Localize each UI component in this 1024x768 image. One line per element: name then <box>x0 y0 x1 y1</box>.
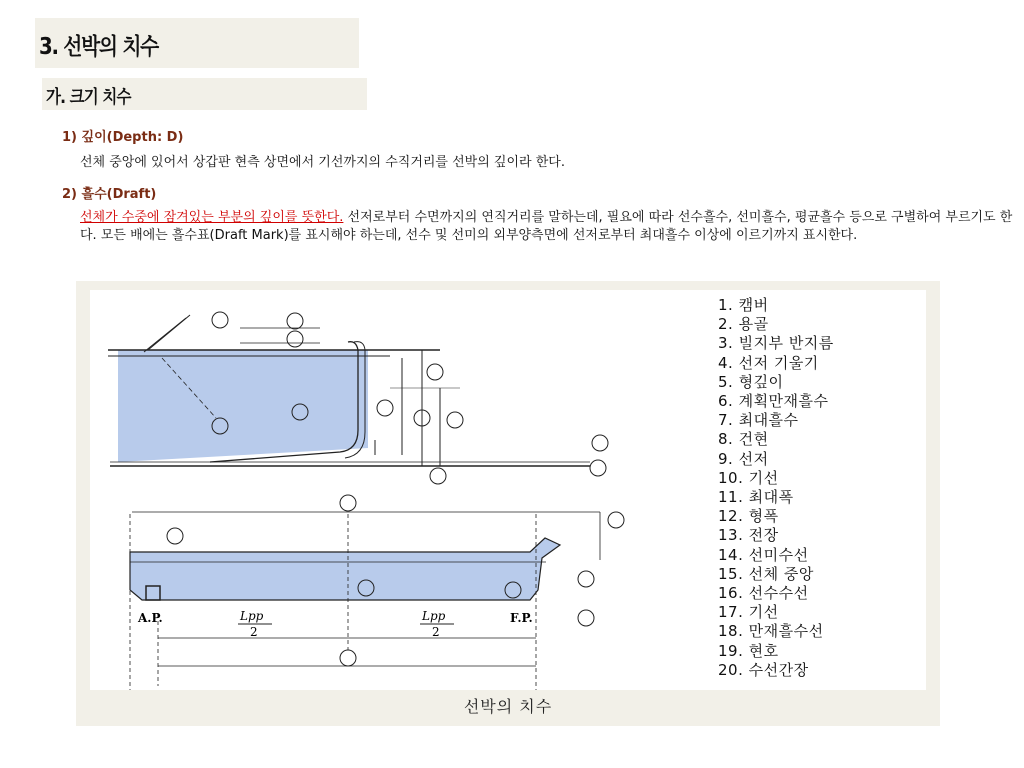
lpp-label-left: Lpp <box>240 609 264 623</box>
page-title: 3. 선박의 치수 <box>39 34 158 60</box>
section-subtitle: 가. 크기 치수 <box>46 87 131 108</box>
legend-item: 5. 형깊이 <box>718 372 784 391</box>
legend-item: 16. 선수수선 <box>718 584 809 603</box>
legend-item: 1. 캠버 <box>718 296 769 314</box>
subtitle-banner <box>42 78 367 110</box>
lpp-label-right: Lpp <box>422 609 446 623</box>
figure-caption: 선박의 치수 <box>463 697 553 716</box>
ship-dimensions-figure <box>76 281 940 726</box>
legend-item: 4. 선저 기울기 <box>718 353 819 372</box>
depth-heading: 1) 깊이(Depth: D) <box>62 130 184 145</box>
legend-item: 11. 최대폭 <box>718 488 794 507</box>
legend-item: 9. 선저 <box>718 449 769 468</box>
figure-canvas <box>90 290 926 690</box>
ap-label: A.P. <box>138 611 163 625</box>
legend-item: 3. 빌지부 반지름 <box>718 334 834 353</box>
draft-heading: 2) 흘수(Draft) <box>62 187 157 202</box>
midship-water-fill <box>118 350 368 462</box>
lpp-denom-left: 2 <box>250 625 258 639</box>
draft-highlight: 선체가 수중에 잠겨있는 부분의 깊이를 뜻한다. <box>80 210 344 225</box>
legend-item: 10. 기선 <box>718 468 779 487</box>
draft-text: 선저로부터 수면까지의 연직거리를 말하는데, 필요에 따라 선수흘수, 선미흘수, 평균흘수 등으로 구별하여 부르기도 한다. 모든 배에는 흘수표(Draft Mark)를 표시해야 하는데, 선수 및 선미의 외부양측면에 선저로부터 최대흘수 이상에 이르기까지 표시한다. <box>80 210 1013 243</box>
draft-description <box>80 209 1015 244</box>
title-banner <box>35 18 359 68</box>
legend-item: 7. 최대흘수 <box>718 411 799 430</box>
ship-profile-fill <box>130 538 560 600</box>
legend-item: 2. 용골 <box>718 315 769 334</box>
legend-item: 17. 기선 <box>718 603 779 622</box>
legend-item: 6. 계획만재흘수 <box>718 392 829 411</box>
legend-item: 18. 만재흘수선 <box>718 622 824 641</box>
depth-description: 선체 중앙에 있어서 상갑판 현측 상면에서 기선까지의 수직거리를 선박의 깊이라 한다. <box>80 155 565 170</box>
legend-item: 12. 형폭 <box>718 507 779 526</box>
lpp-denom-right: 2 <box>432 625 440 639</box>
legend-item: 8. 건현 <box>718 430 769 449</box>
legend-item: 13. 전장 <box>718 526 779 545</box>
fp-label: F.P. <box>510 611 533 625</box>
legend-item: 14. 선미수선 <box>718 545 809 564</box>
legend-item: 19. 현호 <box>718 641 779 660</box>
legend-item: 20. 수선간장 <box>718 660 809 679</box>
dimension-legend <box>718 296 834 680</box>
legend-item: 15. 선체 중앙 <box>718 564 814 583</box>
